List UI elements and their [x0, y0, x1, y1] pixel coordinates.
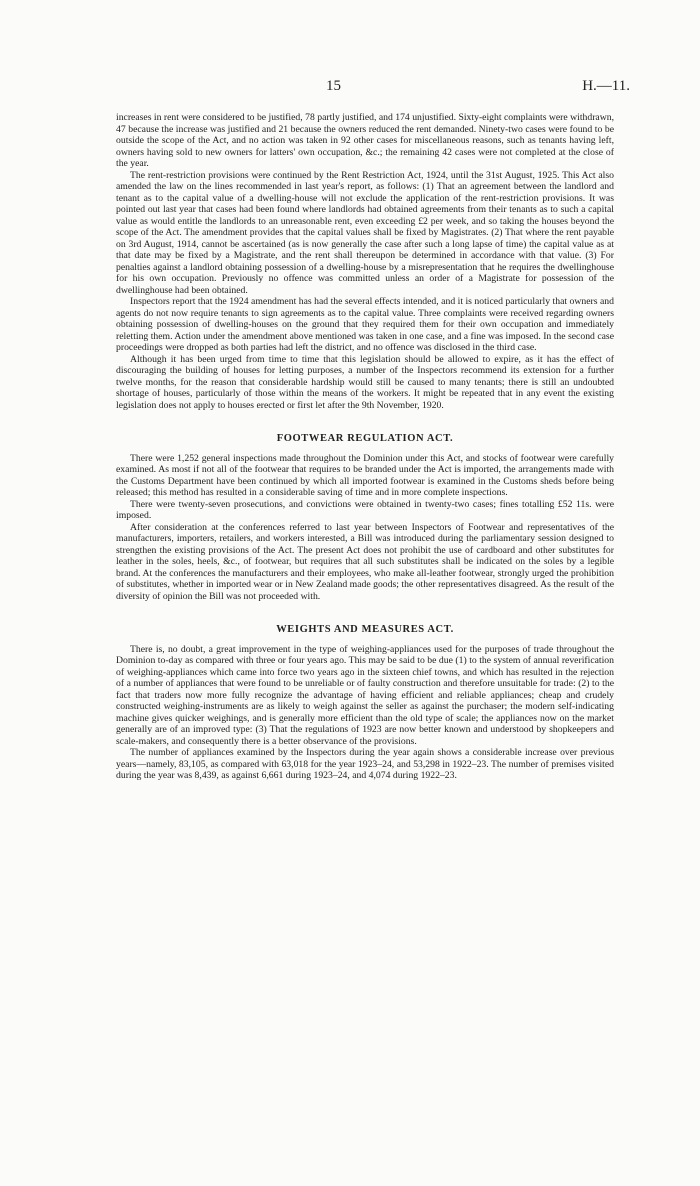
paragraph: Inspectors report that the 1924 amendment has had the several effects intended, and it is noticed particularly that owners and agents do not now require tenants to sign agreements as to the capital value. Three complaints were received regarding owners obtaining possession of dwelling-houses on the ground that they required them for their own occupation and immediately reletting them. Action under the amendment above mentioned was taken in one case, and a fine was imposed. In the second case proceedings were dropped as both parties had left the district, and no offence was disclosed in the third case. — [116, 296, 614, 353]
page-header — [0, 78, 700, 102]
paragraph: increases in rent were considered to be justified, 78 partly justified, and 174 unjustified. Sixty-eight complaints were withdrawn, 47 because the increase was justified and 21 because the owners reduced the rent demanded. Ninety-two cases were found to be outside the scope of the Act, and no action was taken in 92 other cases for miscellaneous reasons, such as tenants having left, owners having sold to new owners for latters' own occupation, &c.; the remaining 42 cases were not completed at the close of the year. — [116, 112, 614, 169]
section-heading: WEIGHTS AND MEASURES ACT. — [276, 624, 454, 635]
footwear-regulation-section — [116, 433, 614, 602]
rent-restriction-section — [116, 112, 614, 411]
paragraph: There is, no doubt, a great improvement in the type of weighing-appliances used for the purposes of trade throughout the Dominion to-day as compared with three or four years ago. This may be said to be due (1) to the system of annual reverification of weighing-appliances which came into force two years ago in the sixteen chief towns, and which has resulted in the rejection of a number of appliances that were found to be unreliable or of faulty construction and therefore unsuitable for trade: (2) to the fact that traders now more fully recognize the advantage of having efficient and reliable appliances; cheap and crudely constructed weighing-instruments are as likely to weigh against the seller as against the purchaser; the modern self-indicating machine gives quicker weighings, and is generally more efficient than the old type of scale; the appliances now on the market generally are of an improved type: (3) That the regulations of 1923 are now better known and understood by shopkeepers and scale-makers, and consequently there is a better observance of the provisions. — [116, 643, 614, 747]
page-number: 15 — [326, 78, 341, 94]
paragraph: The number of appliances examined by the Inspectors during the year again shows a considerable increase over previous years—namely, 83,105, as compared with 63,018 for the year 1923–24, and 53,298 in 1922–23. The number of premises visited during the year was 8,439, as against 6,661 during 1923–24, and 4,074 during 1922–23. — [116, 747, 614, 781]
weights-measures-section — [116, 624, 614, 782]
paragraph: There were twenty-seven prosecutions, and convictions were obtained in twenty-two cases; fines totalling £52 11s. were imposed. — [116, 498, 614, 521]
document-reference: H.—11. — [582, 78, 630, 94]
paragraph: The rent-restriction provisions were continued by the Rent Restriction Act, 1924, until the 31st August, 1925. This Act also amended the law on the lines recommended in last year's report, as follows: (1) That an agreement between the landlord and tenant as to the capital value of a dwelling-house will not exclude the application of the rent-restriction provisions. It was pointed out last year that cases had been found where landlords had obtained agreements from their tenants as to such a capital value as would entitle the landlords to an unreasonable rent, even exceeding £2 per week, and so taking the houses beyond the scope of the Act. The amendment provides that the capital values shall be fixed by Magistrates. (2) That where the rent payable on 3rd August, 1914, cannot be ascertained (as is now generally the case after such a long lapse of time) the capital value as at that date may be fixed by a Magistrate, and the rent shall thereupon be determined in accordance with that value. (3) For penalties against a landlord obtaining possession of a dwelling-house by a misrepresentation that he requires the dwellinghouse for his own occupation. Previously no offence was committed unless an order of a Magistrate for possession of the dwellinghouse had been obtained. — [116, 169, 614, 296]
section-heading: FOOTWEAR REGULATION ACT. — [276, 433, 454, 444]
paragraph: Although it has been urged from time to time that this legislation should be allowed to expire, as it has the effect of discouraging the building of houses for letting purposes, a number of the Inspectors recommend its extension for a further twelve months, for the reason that considerable hardship would still be caused to many tenants; there is still an undoubted shortage of houses, particularly of those within the means of the workers. It might be repeated that in any event the existing legislation does not apply to houses erected or first let after the 9th November, 1920. — [116, 353, 614, 411]
paragraph: After consideration at the conferences referred to last year between Inspectors of Footwear and representatives of the manufacturers, importers, retailers, and workers interested, a Bill was introduced during the parliamentary session designed to strengthen the existing provisions of the Act. The present Act does not prohibit the use of cardboard and other substitutes for leather in the soles, heels, &c., of footwear, but requires that all such substitutes shall be indicated on the soles by a legible brand. At the conferences the manufacturers and their employees, who make all-leather footwear, strongly urged the prohibition of substitutes, whether in imported wear or in New Zealand made goods; the other representatives disagreed. As the result of the diversity of opinion the Bill was not proceeded with. — [116, 521, 614, 602]
paragraph: There were 1,252 general inspections made throughout the Dominion under this Act, and stocks of footwear were carefully examined. As most if not all of the footwear that requires to be branded under the Act is imported, the arrangements made with the Customs Department have been continued by which all imported footwear is examined in the Customs sheds before being released; this method has resulted in a considerable saving of time and in more complete inspections. — [116, 452, 614, 498]
document-body — [116, 112, 614, 782]
